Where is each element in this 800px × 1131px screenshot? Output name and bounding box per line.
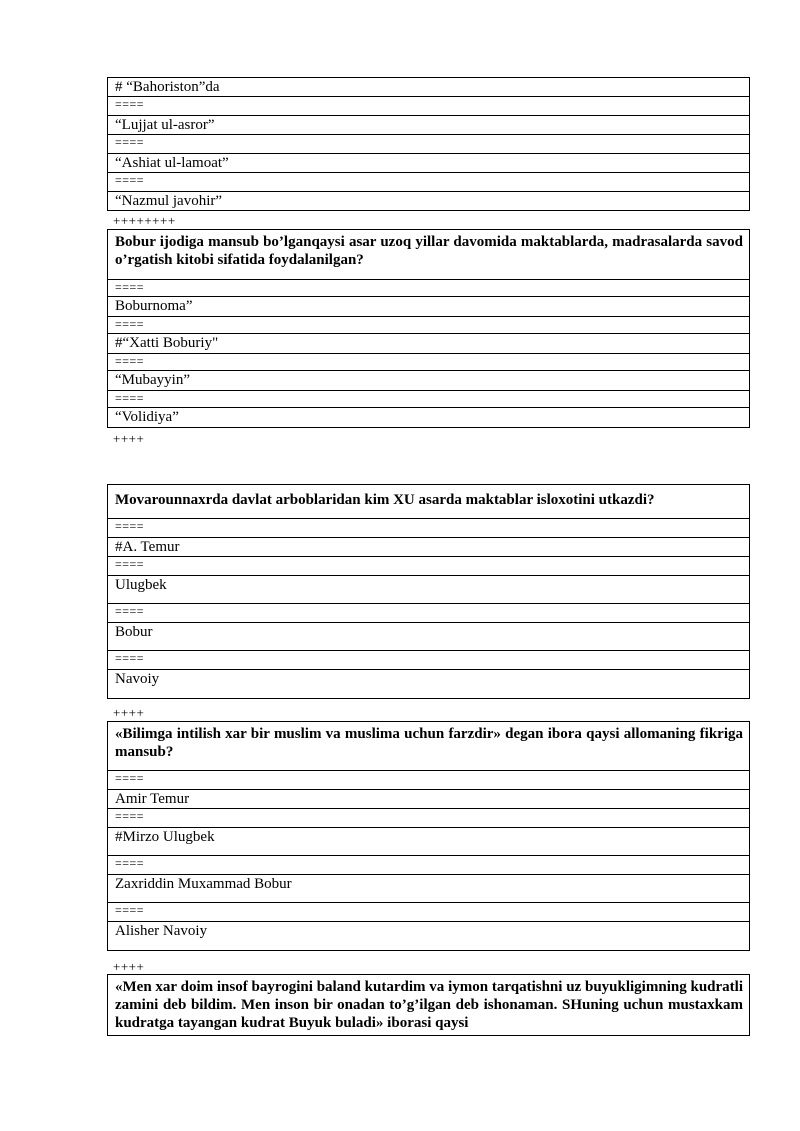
question-block-3 <box>107 484 750 699</box>
option-4: Navoiy <box>108 670 750 699</box>
option-1: Amir Temur <box>108 790 750 809</box>
option-4: Alisher Navoiy <box>108 922 750 951</box>
option-3: “Ashiat ul-lamoat” <box>108 154 750 173</box>
question-table-4 <box>107 721 750 951</box>
question-block-5 <box>107 974 750 1036</box>
question-text: Bobur ijodiga mansub bo’lganqaysi asar uzoq yillar davomida maktablarda, madrasalarda savod o’rgatish kitobi sifatida foydalanilgan? <box>108 230 750 280</box>
option-2: Ulugbek <box>108 576 750 604</box>
option-4: “Volidiya” <box>108 408 750 428</box>
question-table-5 <box>107 974 750 1036</box>
question-table-3 <box>107 484 750 699</box>
option-3: Zaxriddin Muxammad Bobur <box>108 875 750 903</box>
plus-marker: ++++++++ <box>113 213 176 228</box>
separator: ==== <box>108 771 750 790</box>
separator: ==== <box>108 519 750 538</box>
option-1: Boburnoma” <box>108 297 750 317</box>
plus-marker: ++++ <box>113 431 145 446</box>
options-table-1 <box>107 77 750 211</box>
separator: ==== <box>108 651 750 670</box>
separator: ==== <box>108 903 750 922</box>
option-3: “Mubayyin” <box>108 371 750 391</box>
separator: ==== <box>108 391 750 408</box>
question-block-4 <box>107 721 750 951</box>
separator: ==== <box>108 280 750 297</box>
option-2: #“Xatti Boburiy" <box>108 334 750 354</box>
option-1: # “Bahoriston”da <box>108 78 750 97</box>
option-1: #A. Temur <box>108 538 750 557</box>
separator: ==== <box>108 354 750 371</box>
question-block-2 <box>107 229 750 428</box>
question-text-content: «Men xar doim insof bayrogini baland kutardim va iymon tarqatishni uz buyukligimning kudratli zamini deb bildim. Men inson bir onadan to’g’ilgan deb ishonaman. SHuning uchun mustaxkam kudratga tayangan kudrat Buyuk buladi» iborasi qaysi <box>115 979 743 1031</box>
question-table-2 <box>107 229 750 428</box>
option-4: “Nazmul javohir” <box>108 192 750 211</box>
separator: ==== <box>108 557 750 576</box>
plus-marker: ++++ <box>113 959 145 974</box>
question-text: Movarounnaxrda davlat arboblaridan kim XU asarda maktablar isloxotini utkazdi? <box>108 485 750 519</box>
separator: ==== <box>108 97 750 116</box>
question-text <box>108 975 750 1036</box>
separator: ==== <box>108 135 750 154</box>
answer-block-1 <box>107 77 750 211</box>
separator: ==== <box>108 604 750 623</box>
plus-marker: ++++ <box>113 705 145 720</box>
separator: ==== <box>108 856 750 875</box>
separator: ==== <box>108 809 750 828</box>
option-2: “Lujjat ul-asror” <box>108 116 750 135</box>
question-text: «Bilimga intilish xar bir muslim va muslima uchun farzdir» degan ibora qaysi allomaning fikriga mansub? <box>108 722 750 771</box>
option-3: Bobur <box>108 623 750 651</box>
option-2: #Mirzo Ulugbek <box>108 828 750 856</box>
separator: ==== <box>108 317 750 334</box>
separator: ==== <box>108 173 750 192</box>
